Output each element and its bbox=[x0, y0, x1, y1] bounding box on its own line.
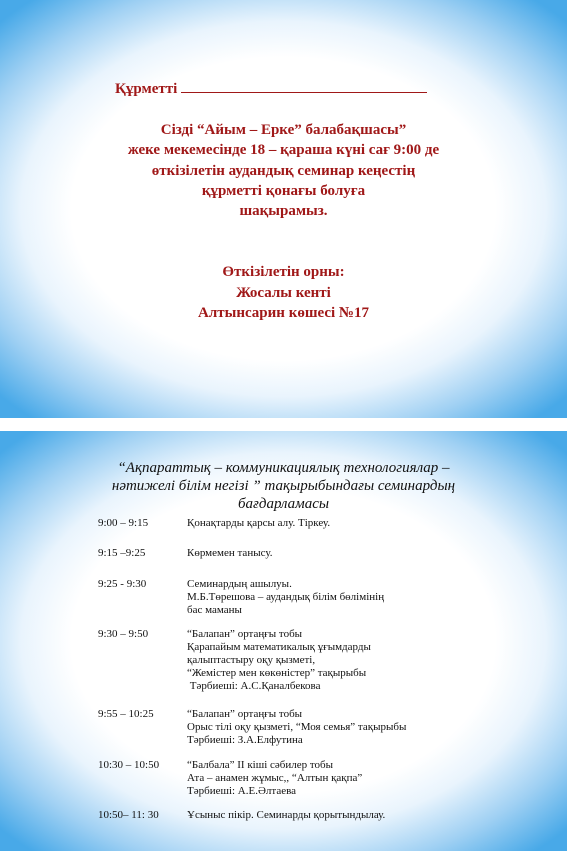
program-title-line2: нәтижелі білім негізі ” тақырыбындағы семинардың bbox=[111, 478, 456, 494]
schedule-line: “Балбала” ІІ кіші сәбилер тобы bbox=[187, 759, 334, 771]
schedule-time: 9:55 – 10:25 bbox=[98, 708, 154, 720]
venue-street: Алтынсарин көшесі №17 bbox=[198, 305, 369, 321]
schedule-time: 9:25 - 9:30 bbox=[98, 578, 147, 590]
schedule-line: М.Б.Төрешова – аудандық білім бөлімінің bbox=[187, 591, 385, 603]
schedule-line: Қонақтарды қарсы алу. Тіркеу. bbox=[187, 517, 331, 529]
invitation-line4: құрметті қонағы болуға bbox=[201, 183, 366, 199]
schedule-line: Орыс тілі оқу қызметі, “Моя семья” тақырыбы bbox=[187, 721, 407, 733]
name-blank-line bbox=[181, 78, 427, 93]
greeting-text: Құрметті bbox=[115, 81, 178, 97]
schedule-time: 9:30 – 9:50 bbox=[98, 628, 149, 640]
schedule-line: бас маманы bbox=[187, 604, 242, 616]
schedule-line: Көрмемен танысу. bbox=[187, 547, 273, 559]
schedule-time: 9:15 –9:25 bbox=[98, 547, 146, 559]
schedule-time: 10:50– 11: 30 bbox=[98, 809, 159, 821]
schedule-line: Ата – анамен жұмыс,, “Алтын қақпа” bbox=[187, 772, 363, 784]
schedule-desc bbox=[187, 628, 517, 693]
greeting bbox=[115, 78, 427, 98]
schedule-line: “Балапан” ортаңғы тобы bbox=[187, 708, 303, 720]
venue-label: Өткізілетін орны: bbox=[222, 264, 345, 280]
invitation-line2: жеке мекемесінде 18 – қараша күні сағ 9:00 де bbox=[127, 142, 440, 158]
schedule-line: Тәрбиеші: А.С.Қаналбекова bbox=[187, 680, 321, 692]
program-title bbox=[0, 459, 567, 513]
invitation-line3: өткізілетін аудандық семинар кеңестің bbox=[151, 163, 416, 179]
schedule-desc bbox=[187, 759, 517, 798]
schedule-line: қалыптастыру оқу қызметі, bbox=[187, 654, 316, 666]
schedule-line: Тәрбиеші: З.А.Елфутина bbox=[187, 734, 303, 746]
invitation-panel bbox=[0, 0, 567, 418]
schedule-line: Семинардың ашылуы. bbox=[187, 578, 292, 590]
schedule-desc bbox=[187, 708, 517, 747]
schedule-desc bbox=[187, 547, 517, 560]
schedule-line: Қарапайым математикалық ұғымдарды bbox=[187, 641, 371, 653]
program-title-line3: бағдарламасы bbox=[237, 496, 330, 512]
program-title-line1: “Ақпараттық – коммуникациялық технологиялар – bbox=[117, 460, 450, 476]
invitation-org-line: Сізді “Айым – Ерке” балабақшасы” bbox=[160, 122, 407, 138]
schedule-desc bbox=[187, 517, 517, 530]
schedule-time: 9:00 – 9:15 bbox=[98, 517, 149, 529]
invitation-line5: шақырамыз. bbox=[239, 203, 328, 219]
venue-place: Жосалы кенті bbox=[236, 285, 331, 301]
schedule-line: “Жемістер мен көкөністер” тақырыбы bbox=[187, 667, 367, 679]
schedule-time: 10:30 – 10:50 bbox=[98, 759, 160, 771]
schedule-line: Тәрбиеші: А.Е.Әлтаева bbox=[187, 785, 297, 797]
schedule-line: “Балапан” ортаңғы тобы bbox=[187, 628, 303, 640]
schedule-line: Ұсыныс пікір. Семинарды қорытындылау. bbox=[187, 809, 386, 821]
schedule-desc bbox=[187, 578, 517, 617]
schedule-desc bbox=[187, 809, 517, 822]
